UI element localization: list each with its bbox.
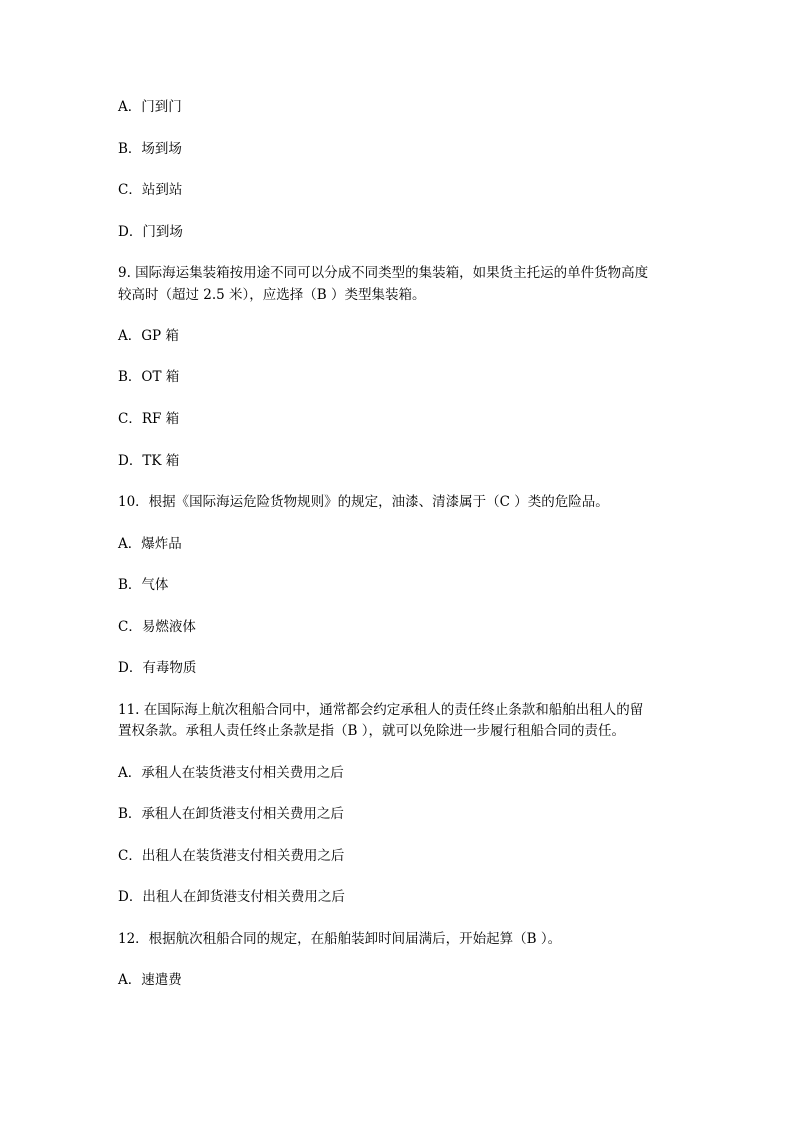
q10-option-b: B．气体 [118, 577, 169, 593]
q9-option-c: C．RF 箱 [118, 411, 180, 427]
q11-text-line2: 置权条款。承租人责任终止条款是指（B ），就可以免除进一步履行租船合同的责任。 [118, 723, 625, 739]
q11-option-b: B．承租人在卸货港支付相关费用之后 [118, 806, 344, 822]
q8-option-d: D．门到场 [118, 224, 183, 240]
q10-option-c: C．易燃液体 [118, 619, 196, 635]
q9-option-b: B．OT 箱 [118, 369, 180, 385]
q9-option-a: A．GP 箱 [118, 328, 179, 344]
q10-option-d: D．有毒物质 [118, 660, 197, 676]
q9-option-d: D．TK 箱 [118, 453, 180, 469]
q11-option-c: C．出租人在装货港支付相关费用之后 [118, 848, 345, 864]
q9-text-line2: 较高时（超过 2.5 米），应选择（B ）类型集装箱。 [118, 287, 426, 303]
q8-option-b: B．场到场 [118, 141, 182, 157]
q10-option-a: A．爆炸品 [118, 536, 182, 552]
q9-text-line1: 9. 国际海运集装箱按用途不同可以分成不同类型的集装箱，如果货主托运的单件货物高度 [118, 265, 649, 281]
q11-option-d: D．出租人在卸货港支付相关费用之后 [118, 889, 345, 905]
q12-text-line1: 12．根据航次租船合同的规定，在船舶装卸时间届满后，开始起算（B ）。 [118, 931, 562, 947]
q11-option-a: A．承租人在装货港支付相关费用之后 [118, 765, 344, 781]
q12-option-a: A．速遣费 [118, 972, 182, 988]
q10-text-line1: 10．根据《国际海运危险货物规则》的规定，油漆、清漆属于（C ）类的危险品。 [118, 494, 609, 510]
q8-option-a: A．门到门 [118, 99, 182, 115]
q8-option-c: C．站到站 [118, 182, 183, 198]
q11-text-line1: 11. 在国际海上航次租船合同中，通常都会约定承租人的责任终止条款和船舶出租人的留 [118, 702, 644, 718]
